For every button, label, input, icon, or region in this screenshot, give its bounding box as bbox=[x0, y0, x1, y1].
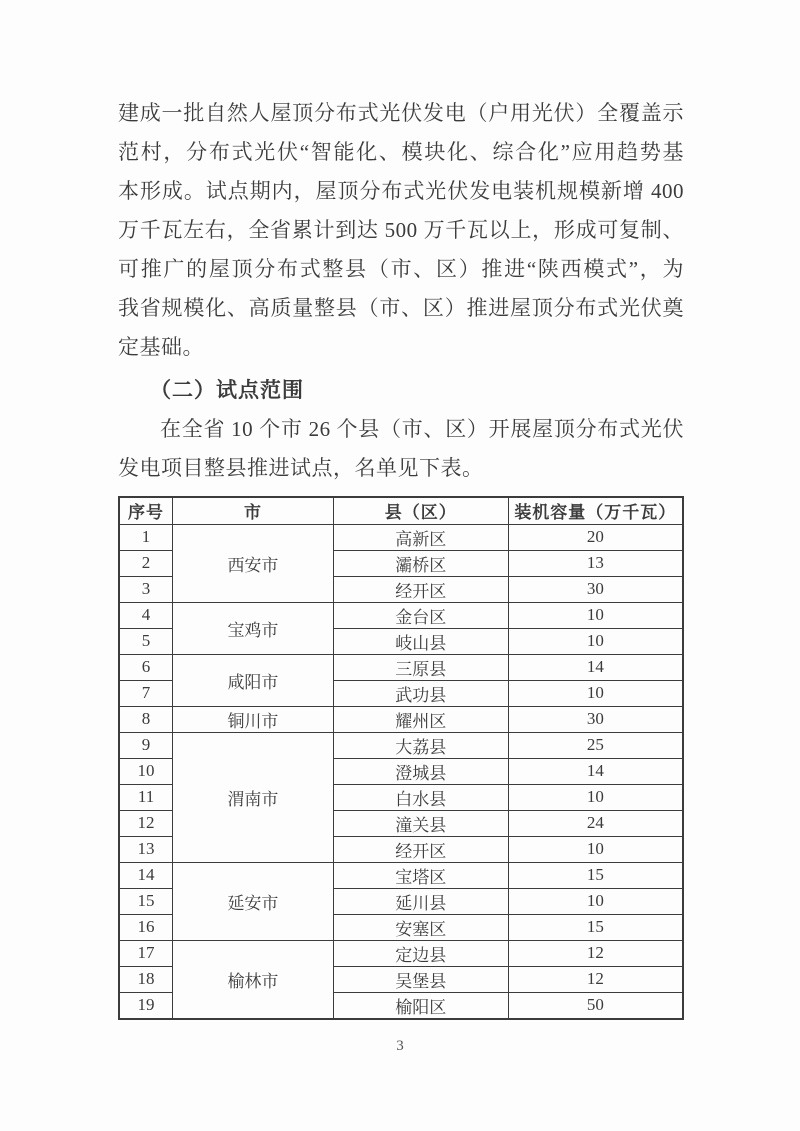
table-cell-seq: 2 bbox=[119, 550, 173, 576]
table-cell-seq: 3 bbox=[119, 576, 173, 602]
page-number: 3 bbox=[396, 1038, 404, 1054]
table-header-row bbox=[119, 497, 683, 524]
table-cell-capacity: 14 bbox=[508, 758, 683, 784]
table-row bbox=[119, 654, 683, 680]
table-cell-capacity: 30 bbox=[508, 576, 683, 602]
table-cell-county: 澄城县 bbox=[333, 758, 508, 784]
table-cell-capacity: 10 bbox=[508, 888, 683, 914]
table-cell-seq: 1 bbox=[119, 524, 173, 550]
pilot-counties-table bbox=[118, 496, 684, 1020]
table-cell-seq: 17 bbox=[119, 940, 173, 966]
table-row bbox=[119, 732, 683, 758]
table-cell-county: 定边县 bbox=[333, 940, 508, 966]
table-cell-seq: 18 bbox=[119, 966, 173, 992]
table-cell-capacity: 10 bbox=[508, 680, 683, 706]
table-cell-capacity: 50 bbox=[508, 992, 683, 1019]
table-row bbox=[119, 602, 683, 628]
paragraph-line: 万千瓦左右，全省累计到达 500 万千瓦以上，形成可复制、 bbox=[118, 218, 684, 242]
paragraph-line: 本形成。试点期内，屋顶分布式光伏发电装机规模新增 400 bbox=[118, 179, 684, 203]
table-cell-county: 安塞区 bbox=[333, 914, 508, 940]
paragraph-line: 建成一批自然人屋顶分布式光伏发电（户用光伏）全覆盖示 bbox=[118, 101, 684, 125]
paragraph-line: 可推广的屋顶分布式整县（市、区）推进“陕西模式”，为 bbox=[118, 257, 684, 281]
table-cell-capacity: 15 bbox=[508, 914, 683, 940]
table-cell-seq: 19 bbox=[119, 992, 173, 1019]
table-cell-city: 咸阳市 bbox=[173, 654, 334, 706]
table-cell-county: 岐山县 bbox=[333, 628, 508, 654]
paragraph-line: 范村，分布式光伏“智能化、模块化、综合化”应用趋势基 bbox=[118, 140, 684, 164]
table-cell-city: 渭南市 bbox=[173, 732, 334, 862]
table-cell-seq: 14 bbox=[119, 862, 173, 888]
table-row bbox=[119, 524, 683, 550]
paragraph-scope bbox=[118, 410, 684, 488]
document-body bbox=[118, 94, 684, 1020]
table-cell-county: 榆阳区 bbox=[333, 992, 508, 1019]
table-cell-county: 经开区 bbox=[333, 836, 508, 862]
table-cell-city: 西安市 bbox=[173, 524, 334, 602]
table-header-county: 县（区） bbox=[333, 497, 508, 524]
table-cell-county: 三原县 bbox=[333, 654, 508, 680]
table-cell-county: 宝塔区 bbox=[333, 862, 508, 888]
table-cell-seq: 15 bbox=[119, 888, 173, 914]
table-cell-capacity: 12 bbox=[508, 940, 683, 966]
table-cell-capacity: 15 bbox=[508, 862, 683, 888]
table-cell-seq: 16 bbox=[119, 914, 173, 940]
table-cell-county: 经开区 bbox=[333, 576, 508, 602]
paragraph-line: 我省规模化、高质量整县（市、区）推进屋顶分布式光伏奠 bbox=[118, 296, 684, 320]
table-cell-capacity: 14 bbox=[508, 654, 683, 680]
table-cell-city: 榆林市 bbox=[173, 940, 334, 1019]
table-cell-capacity: 25 bbox=[508, 732, 683, 758]
table-cell-capacity: 24 bbox=[508, 810, 683, 836]
section-heading: （二）试点范围 bbox=[150, 378, 304, 402]
table-cell-seq: 6 bbox=[119, 654, 173, 680]
table-cell-capacity: 10 bbox=[508, 836, 683, 862]
table-cell-capacity: 13 bbox=[508, 550, 683, 576]
table-cell-seq: 5 bbox=[119, 628, 173, 654]
table-cell-county: 吴堡县 bbox=[333, 966, 508, 992]
table-cell-county: 耀州区 bbox=[333, 706, 508, 732]
table-row bbox=[119, 862, 683, 888]
table-cell-county: 白水县 bbox=[333, 784, 508, 810]
table-cell-capacity: 30 bbox=[508, 706, 683, 732]
table-cell-county: 高新区 bbox=[333, 524, 508, 550]
paragraph-line: 在全省 10 个市 26 个县（市、区）开展屋顶分布式光伏 bbox=[160, 417, 684, 441]
table-row bbox=[119, 706, 683, 732]
paragraph-continuation bbox=[118, 94, 684, 367]
table-cell-capacity: 10 bbox=[508, 602, 683, 628]
table-cell-city: 宝鸡市 bbox=[173, 602, 334, 654]
table-header-seq: 序号 bbox=[119, 497, 173, 524]
table-cell-county: 金台区 bbox=[333, 602, 508, 628]
table-cell-seq: 7 bbox=[119, 680, 173, 706]
table-cell-seq: 13 bbox=[119, 836, 173, 862]
table-header-city: 市 bbox=[173, 497, 334, 524]
table-cell-capacity: 20 bbox=[508, 524, 683, 550]
table-cell-county: 灞桥区 bbox=[333, 550, 508, 576]
table-cell-city: 铜川市 bbox=[173, 706, 334, 732]
table-cell-seq: 10 bbox=[119, 758, 173, 784]
table-cell-seq: 4 bbox=[119, 602, 173, 628]
table-cell-county: 潼关县 bbox=[333, 810, 508, 836]
table-cell-capacity: 10 bbox=[508, 628, 683, 654]
table-cell-seq: 9 bbox=[119, 732, 173, 758]
table-cell-county: 武功县 bbox=[333, 680, 508, 706]
table-cell-county: 延川县 bbox=[333, 888, 508, 914]
table-cell-county: 大荔县 bbox=[333, 732, 508, 758]
table-cell-seq: 8 bbox=[119, 706, 173, 732]
table-cell-capacity: 10 bbox=[508, 784, 683, 810]
paragraph-line: 发电项目整县推进试点，名单见下表。 bbox=[118, 456, 484, 480]
paragraph-line: 定基础。 bbox=[118, 335, 204, 359]
table-cell-seq: 11 bbox=[119, 784, 173, 810]
table-row bbox=[119, 940, 683, 966]
table-cell-seq: 12 bbox=[119, 810, 173, 836]
table-cell-city: 延安市 bbox=[173, 862, 334, 940]
table-header-capacity: 装机容量（万千瓦） bbox=[508, 497, 683, 524]
table-cell-capacity: 12 bbox=[508, 966, 683, 992]
